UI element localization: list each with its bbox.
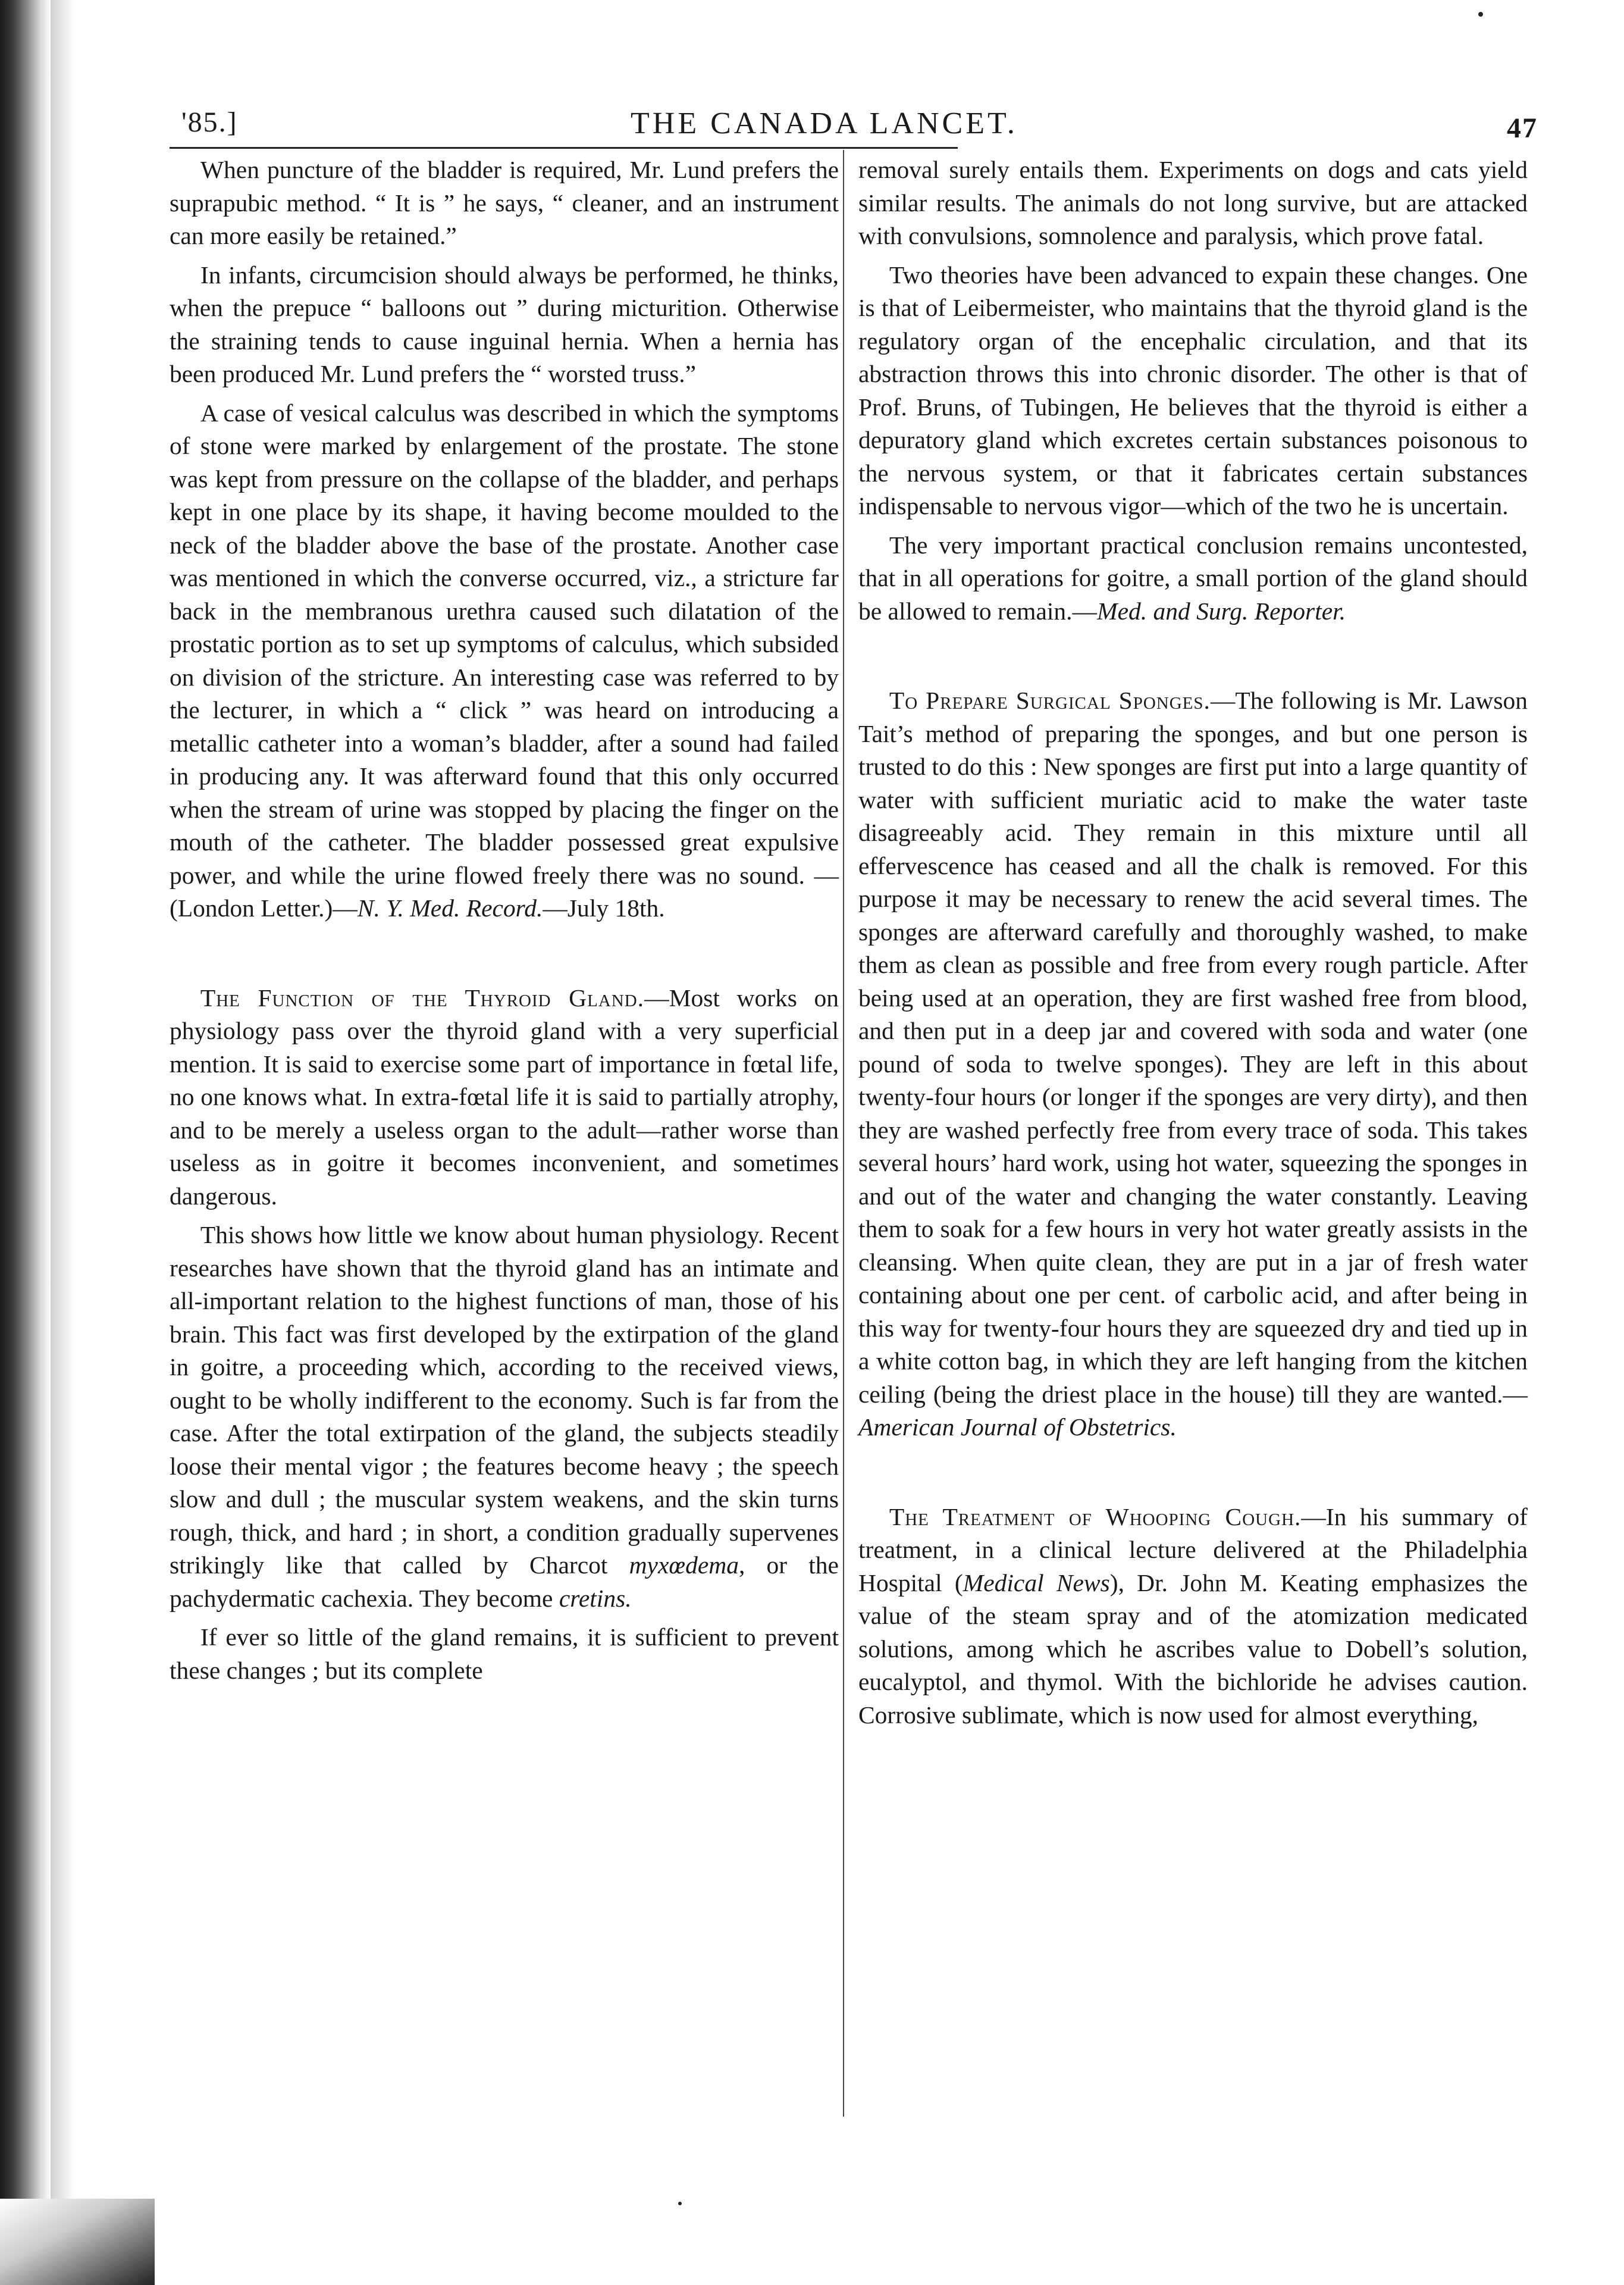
page-number: 47 xyxy=(1507,112,1538,144)
citation-date: —July 18th. xyxy=(543,894,665,922)
paragraph-text: This shows how little we know about human physiology. Recent researches have shown that the thyroid gland has an intimate and all-important relation to the highest functions of man, those of his brain. This fact was first developed by the extirpation of the gland in goitre, a proceeding which, according to the received views, ought to be wholly indifferent to the economy. Such is far from the case. After the total extirpation of the gland, the subjects steadily loose their mental vigor ; the features become heavy ; the speech slow and dull ; the muscular system weakens, and the skin turns rough, thick, and hard ; in short, a condition gradually supervenes strikingly like that called by Charcot xyxy=(170,1221,839,1579)
article-sponges xyxy=(858,684,1528,1444)
header-rule xyxy=(170,147,958,149)
issue-year: '85.] xyxy=(181,107,238,138)
paragraph-text: The very important practical conclusion remains uncontested, that in all operations for goitre, a small portion of the gland should be allowed to remain.— xyxy=(858,531,1528,625)
journal-title: THE CANADA LANCET. xyxy=(631,107,1018,140)
paragraph-text: —In his summary of treatment, in a clinical lecture delivered at the Philadelphia Hospital ( xyxy=(858,1503,1528,1597)
paragraph: In infants, circumcision should always be performed, he thinks, when the prepuce “ balloons out ” during micturition. Otherwise the straining tends to cause inguinal hernia. When a hernia has been produced Mr. Lund prefers the “ worsted truss.” xyxy=(170,261,839,387)
column-divider xyxy=(843,150,844,2117)
paragraph: When puncture of the bladder is required, Mr. Lund prefers the suprapubic method. “ It is ” he says, “ cleaner, and an instrument can more easily be retained.” xyxy=(170,156,839,249)
scan-speck xyxy=(678,2202,682,2205)
paragraph: Two theories have been advanced to expain these changes. One is that of Leibermeister, who maintains that the thyroid gland is the regulatory organ of the encephalic circulation, and that its abstraction throws this into chronic disorder. The other is that of Prof. Bruns, of Tubingen, He believes that the thyroid is either a depuratory gland which excretes certain substances poisonous to the nervous system, or that it fabricates certain substances indispensable to nervous vigor—which of the two he is uncertain. xyxy=(858,261,1528,519)
binding-shadow xyxy=(51,0,74,2285)
paragraph: If ever so little of the gland remains, it is sufficient to prevent these changes ; but its complete xyxy=(170,1623,839,1684)
scan-speck xyxy=(1478,12,1483,17)
article-thyroid xyxy=(170,982,839,1213)
article-heading: To Prepare Surgical Sponges. xyxy=(889,687,1211,714)
medical-term: cretins. xyxy=(559,1584,632,1612)
citation-source: American Journal of Obstetrics. xyxy=(858,1413,1177,1441)
paragraph-text: ), Dr. John M. Keating emphasizes the value of the steam spray and of the atomization medicated solutions, among which he ascribes value to Dobell’s solution, eucalyptol, and thymol. With the bichloride he advises caution. Corrosive sublimate, which is now used for almost everything, xyxy=(858,1569,1528,1729)
paragraph-text: —The following is Mr. Lawson Tait’s method of preparing the sponges, and but one person is trusted to do this : New sponges are first put into a large quantity of water with sufficient muriatic acid to make the water taste disagreeably acid. They remain in this mixture until all effervescence has ceased and all the chalk is removed. For this purpose it may be necessary to renew the acid several times. The sponges are afterward carefully and thoroughly washed, to make them as clean as possible and free from every rough particle. After being used at an operation, they are first washed free from blood, and then put in a deep jar and covered with soda and water (one pound of soda to twelve sponges). They are left in this about twenty-four hours (or longer if the sponges are very dirty), and then they are washed perfectly free from every trace of soda. This takes several hours’ hard work, using hot water, squeezing the sponges in and out of the water and changing the water constantly. Leaving them to soak for a few hours in very hot water greatly assists in the cleansing. When quite clean, they are put in a jar of fresh water containing about one per cent. of carbolic acid, and after being in this way for twenty-four hours they are squeezed dry and tied up in a white cotton bag, in which they are left hanging from the kitchen ceiling (being the driest place in the house) till they are wanted.— xyxy=(858,687,1528,1408)
article-heading: The Treatment of Whooping Cough. xyxy=(889,1503,1302,1530)
citation-source: N. Y. Med. Record. xyxy=(357,894,543,922)
paragraph: removal surely entails them. Experiments on dogs and cats yield similar results. The animals do not long survive, but are attacked with convulsions, somnolence and paralysis, which prove fatal. xyxy=(858,156,1528,249)
paragraph xyxy=(170,397,839,925)
paragraph xyxy=(858,529,1528,628)
article-whooping-cough xyxy=(858,1501,1528,1732)
citation-source: Medical News xyxy=(963,1569,1110,1597)
article-heading: The Function of the Thyroid Gland. xyxy=(200,984,645,1012)
right-column xyxy=(858,154,1528,1738)
binding-edge xyxy=(0,0,51,2285)
running-header xyxy=(170,106,1538,159)
paragraph-text: A case of vesical calculus was described in which the symptoms of stone were marked by enlargement of the prostate. The stone was kept from pressure on the collapse of the bladder, and perhaps kept in one place by its shape, it having become moulded to the neck of the bladder above the base of the prostate. Another case was mentioned in which the converse occurred, viz., a stricture far back in the membranous urethra caused such dilatation of the prostatic portion as to set up symptoms of calculus, which subsided on division of the stricture. An interesting case was referred to by the lecturer, in which a “ click ” was heard on introducing a metallic catheter into a woman’s bladder, after a sound had failed in producing any. It was afterward found that this only occurred when the stream of urine was stopped by placing the finger on the mouth of the catheter. The bladder possessed great expulsive power, and while the urine flowed freely there was no sound. —(London Letter.)— xyxy=(170,399,839,922)
citation-source: Med. and Surg. Reporter. xyxy=(1097,597,1346,625)
scan-corner-shadow xyxy=(0,2199,155,2285)
left-column xyxy=(170,154,839,1693)
paragraph-text: —Most works on physiology pass over the thyroid gland with a very superficial mention. It is said to exercise some part of importance in fœtal life, no one knows what. In extra-fœtal life it is said to partially atrophy, and to be merely a useless organ to the adult—rather worse than useless as in goitre it becomes inconvenient, and sometimes dangerous. xyxy=(170,984,839,1210)
paragraph-text: , or the pachydermatic cachexia. They become xyxy=(170,1551,839,1612)
medical-term: myxœdema xyxy=(629,1551,739,1579)
paragraph xyxy=(170,1219,839,1615)
